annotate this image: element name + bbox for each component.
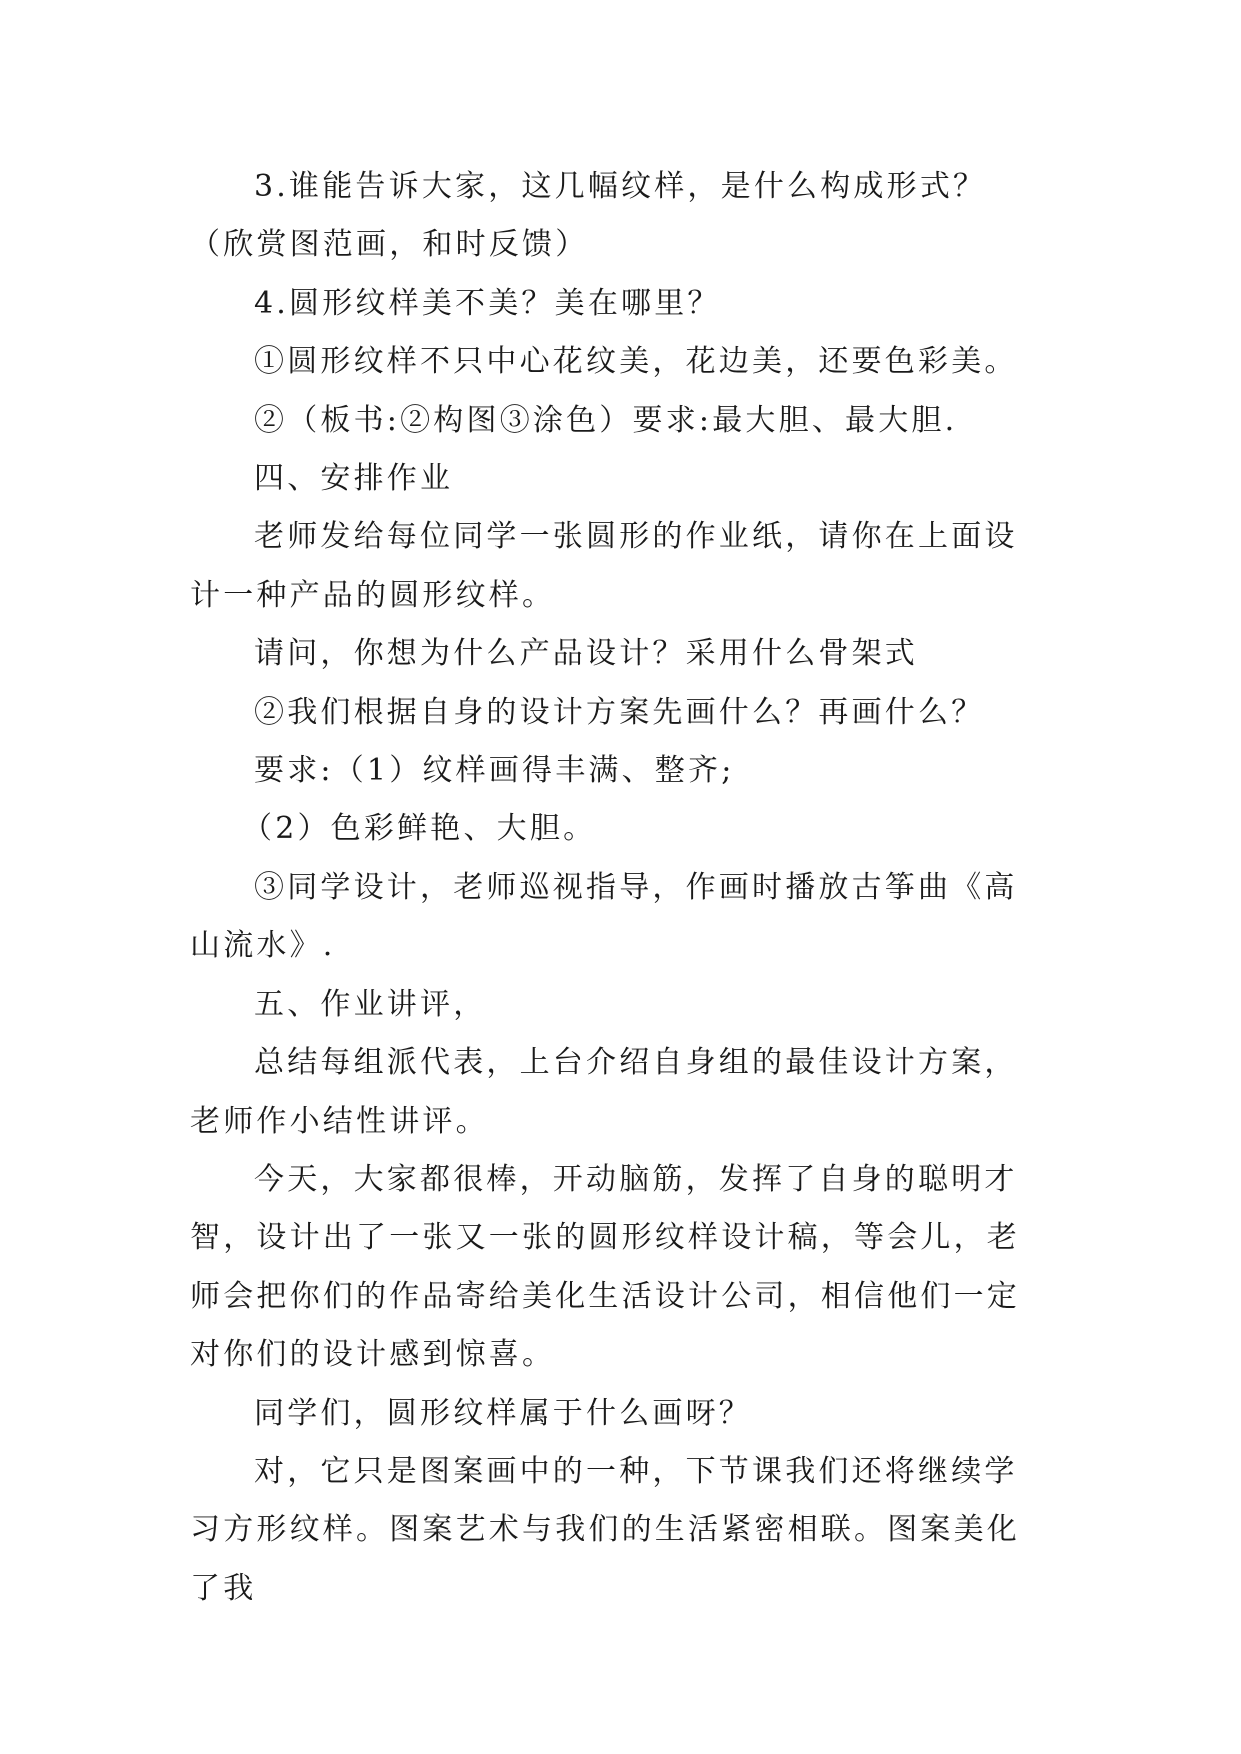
paragraph: 老师发给每位同学一张圆形的作业纸，请你在上面设计一种产品的圆形纹样。 [190,519,1018,613]
paragraph: ②（板书:②构图③涂色）要求:最大胆、最大胆. [254,402,958,438]
section-heading: 五、作业讲评， [254,986,487,1022]
section-heading: 四、安排作业 [254,461,454,497]
paragraph: （2）色彩鲜艳、大胆。 [242,811,597,847]
paragraph: 总结每组派代表，上台介绍自身组的最佳设计方案，老师作小结性讲评。 [190,1045,1018,1139]
paragraph: 请问，你想为什么产品设计？采用什么骨架式 [254,636,918,672]
paragraph: ②我们根据自身的设计方案先画什么？再画什么？ [254,694,985,730]
paragraph: 4.圆形纹样美不美？美在哪里？ [254,285,721,321]
paragraph: 同学们，圆形纹样属于什么画呀？ [254,1395,752,1431]
document-body [190,158,1046,1618]
paragraph: 今天，大家都很棒，开动脑筋，发挥了自身的聪明才智，设计出了一张又一张的圆形纹样设计稿，等会儿，老师会把你们的作品寄给美化生活设计公司，相信他们一定对你们的设计感到惊喜。 [190,1161,1020,1373]
paragraph: 对，它只是图案画中的一种，下节课我们还将继续学习方形纹样。图案艺术与我们的生活紧密相联。图案美化了我 [190,1453,1020,1606]
paragraph: ①圆形纹样不只中心花纹美，花边美，还要色彩美。 [254,344,1018,380]
paragraph: ③同学设计，老师巡视指导，作画时播放古筝曲《高山流水》. [190,869,1018,964]
paragraph: 3.谁能告诉大家，这几幅纹样，是什么构成形式？（欣赏图范画，和时反馈） [190,169,987,263]
paragraph: 要求:（1）纹样画得丰满、整齐; [254,753,735,789]
